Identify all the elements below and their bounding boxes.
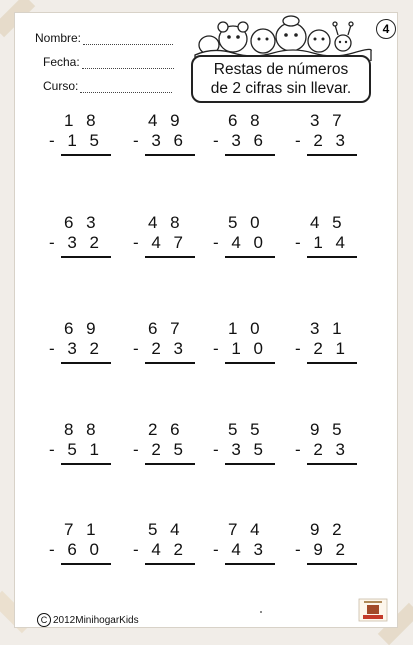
minuend: 3 1 [310,319,346,338]
minuend: 6 3 [64,213,100,232]
answer-line[interactable] [61,563,111,565]
minuend: 4 5 [310,213,346,232]
answer-line[interactable] [145,362,195,364]
answer-line[interactable] [225,256,275,258]
copyright-icon: C [37,613,51,627]
subtrahend: - 3 2 [49,339,104,358]
minuend: 9 5 [310,420,346,439]
minuend: 7 4 [228,520,264,539]
answer-line[interactable] [307,154,357,156]
subtrahend: - 4 0 [213,233,268,252]
minuend: 5 5 [228,420,264,439]
subtrahend: - 6 0 [49,540,104,559]
title-box [191,55,371,103]
answer-line[interactable] [61,256,111,258]
subtraction-problem [49,420,119,466]
subtraction-problem [133,520,203,566]
stray-dot [260,611,262,613]
subtrahend: - 4 2 [133,540,188,559]
subtraction-problem [295,111,365,157]
subtrahend: - 9 2 [295,540,350,559]
subtraction-problem [133,213,203,259]
worksheet [14,12,398,628]
name-field[interactable] [35,27,173,45]
answer-line[interactable] [225,362,275,364]
minuend: 5 4 [148,520,184,539]
minuend: 6 7 [148,319,184,338]
subtraction-problem [213,111,283,157]
answer-line[interactable] [61,463,111,465]
answer-line[interactable] [145,256,195,258]
answer-line[interactable] [307,463,357,465]
subtrahend: - 2 3 [295,440,350,459]
answer-line[interactable] [225,563,275,565]
answer-line[interactable] [145,563,195,565]
subtraction-problem [213,420,283,466]
subtraction-problem [133,319,203,365]
minuend: 2 6 [148,420,184,439]
subtraction-problem [295,420,365,466]
subtraction-problem [49,319,119,365]
course-line[interactable] [80,80,172,93]
subtrahend: - 1 0 [213,339,268,358]
title-line-2: de 2 cifras sin llevar. [210,80,352,97]
subtraction-problem [213,319,283,365]
minuend: 1 0 [228,319,264,338]
minuend: 4 8 [148,213,184,232]
answer-line[interactable] [225,463,275,465]
subtraction-problem [49,520,119,566]
minuend: 6 9 [64,319,100,338]
answer-line[interactable] [307,256,357,258]
name-label: Nombre: [35,31,82,45]
subtrahend: - 1 5 [49,131,104,150]
answer-line[interactable] [61,362,111,364]
answer-line[interactable] [307,362,357,364]
subtrahend: - 2 3 [133,339,188,358]
subtrahend: - 3 6 [133,131,188,150]
subtrahend: - 4 7 [133,233,188,252]
subtrahend: - 2 3 [295,131,350,150]
subtraction-problem [49,213,119,259]
date-line[interactable] [82,56,174,69]
subtraction-problem [49,111,119,157]
date-field[interactable] [35,51,174,69]
name-line[interactable] [83,32,173,45]
footer [37,613,139,627]
subtraction-problem [295,213,365,259]
answer-line[interactable] [145,154,195,156]
answer-line[interactable] [225,154,275,156]
subtrahend: - 1 4 [295,233,350,252]
subtrahend: - 3 2 [49,233,104,252]
minuend: 7 1 [64,520,100,539]
publisher-logo-icon [358,598,388,622]
subtraction-problem [133,420,203,466]
minuend: 6 8 [228,111,264,130]
subtrahend: - 2 5 [133,440,188,459]
subtraction-problem [133,111,203,157]
subtrahend: - 4 3 [213,540,268,559]
course-field[interactable] [35,75,172,93]
subtrahend: - 3 6 [213,131,268,150]
subtrahend: - 2 1 [295,339,350,358]
page-number-badge: 4 [376,19,396,39]
subtrahend: - 5 1 [49,440,104,459]
answer-line[interactable] [307,563,357,565]
date-label: Fecha: [43,55,80,69]
minuend: 1 8 [64,111,100,130]
minuend: 3 7 [310,111,346,130]
title-line-1: Restas de números [213,61,349,78]
subtraction-problem [213,520,283,566]
minuend: 9 2 [310,520,346,539]
minuend: 8 8 [64,420,100,439]
subtraction-problem [295,520,365,566]
copyright-text: 2012MinihogarKids [53,614,139,626]
subtrahend: - 3 5 [213,440,268,459]
answer-line[interactable] [145,463,195,465]
minuend: 5 0 [228,213,264,232]
course-label: Curso: [43,79,79,93]
subtraction-problem [213,213,283,259]
answer-line[interactable] [61,154,111,156]
minuend: 4 9 [148,111,184,130]
subtraction-problem [295,319,365,365]
